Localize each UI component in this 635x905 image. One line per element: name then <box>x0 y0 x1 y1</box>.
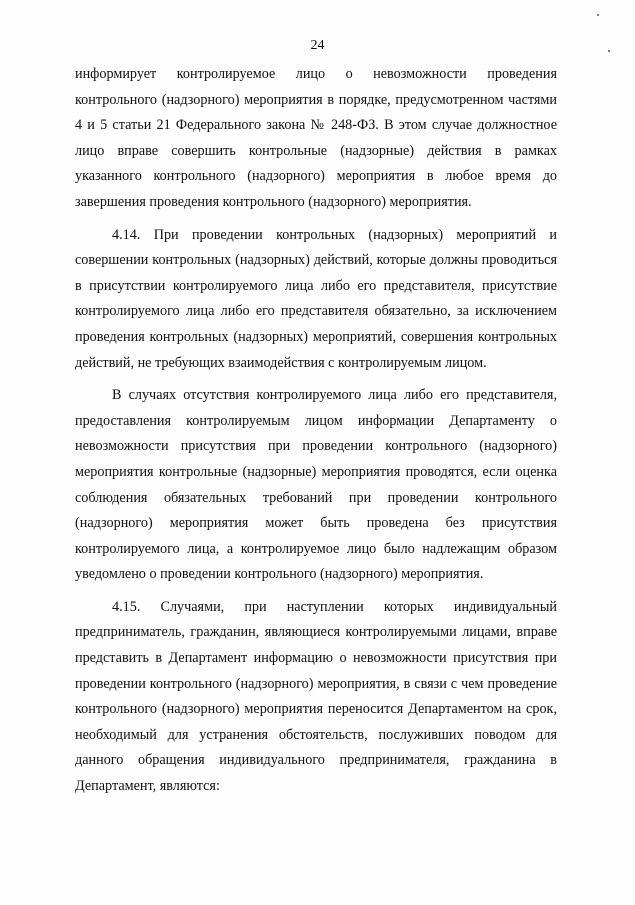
document-body <box>75 62 557 800</box>
paragraph-continued: информирует контролируемое лицо о невозможности проведения контрольного (надзорного) мероприятия в порядке, предусмотренном частями 4 и 5 статьи 21 Федерального закона № 248-ФЗ. В этом случае должностное лицо вправе совершить контрольные (надзорные) действия в рамках указанного контрольного (надзорного) мероприятия в любое время до завершения проведения контрольного (надзорного) мероприятия. <box>75 66 557 210</box>
paragraph-absence-cases: В случаях отсутствия контролируемого лица либо его представителя, предоставления контролируемым лицом информации Департаменту о невозможности присутствия при проведении контрольного (надзорного) мероприятия контрольные (надзорные) мероприятия проводятся, если оценка соблюдения обязательных требований при проведении контрольного (надзорного) мероприятия может быть проведена без присутствия контролируемого лица, а контролируемое лицо было надлежащим образом уведомлено о проведении контрольного (надзорного) мероприятия. <box>75 387 557 583</box>
paragraph-clause-4-15: 4.15. Случаями, при наступлении которых индивидуальный предприниматель, гражданин, являющиеся контролируемыми лицами, вправе представить в Департамент информацию о невозможности присутствия при проведении контрольного (надзорного) мероприятия, в связи с чем проведение контрольного (надзорного) мероприятия переносится Департаментом на срок, необходимый для устранения обстоятельств, послуживших поводом для данного обращения индивидуального предпринимателя, гражданина в Департамент, являются: <box>75 598 557 795</box>
page-number: 24 <box>310 38 325 53</box>
paragraph-clause-4-14: 4.14. При проведении контрольных (надзорных) мероприятий и совершении контрольных (надзорных) действий, которые должны проводиться в присутствии контролируемого лица либо его представителя, присутствие контролируемого лица либо его представителя обязательно, за исключением проведения контрольных (надзорных) мероприятий, совершения контрольных действий, не требующих взаимодействия с контролируемым лицом. <box>75 226 557 371</box>
scan-speck <box>597 14 599 16</box>
